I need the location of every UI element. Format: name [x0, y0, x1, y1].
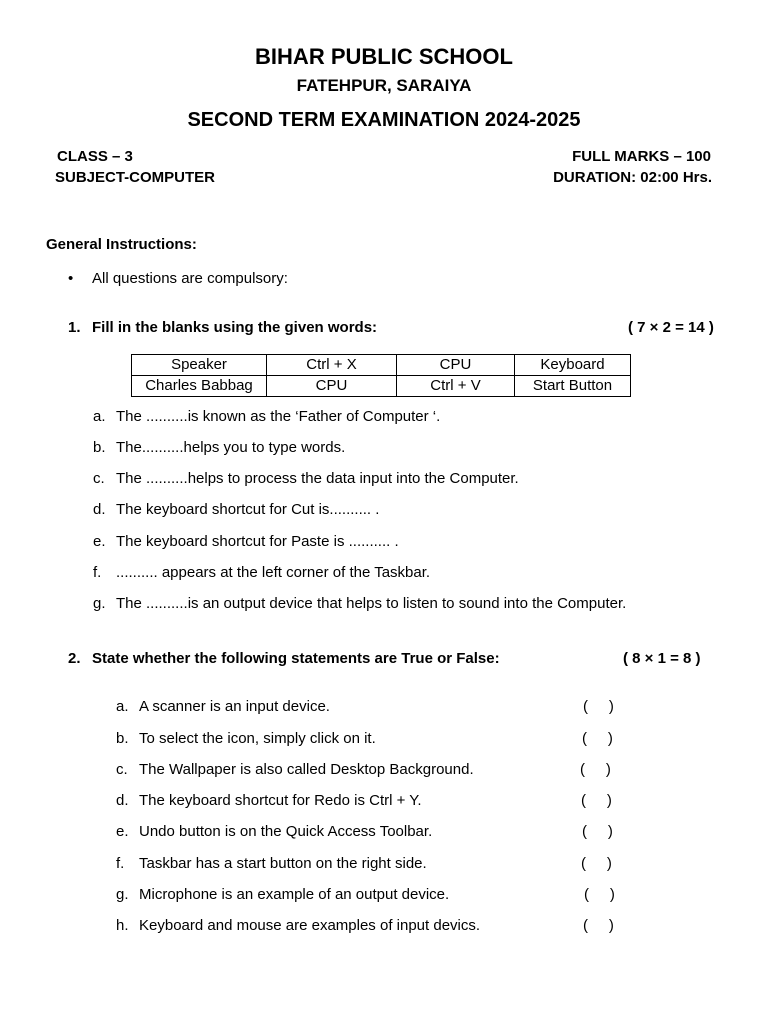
word-bank-cell: CPU — [397, 355, 515, 376]
question-2-text: State whether the following statements are True or False: — [92, 650, 500, 667]
q1-item-text: .......... appears at the left corner of the Taskbar. — [116, 564, 431, 581]
q2-item-text: Taskbar has a start button on the right side. — [139, 855, 427, 872]
answer-blank: ( ) — [581, 792, 612, 809]
word-bank-row — [132, 355, 631, 376]
question-1-marks: ( 7 × 2 = 14 ) — [628, 319, 714, 336]
word-bank-cell: Ctrl + X — [267, 355, 397, 376]
q2-item-text: Undo button is on the Quick Access Toolbar. — [139, 823, 433, 840]
q2-item-letter: c. — [116, 761, 128, 778]
school-place: FATEHPUR, SARAIYA — [296, 76, 472, 95]
q2-item-text: To select the icon, simply click on it. — [139, 730, 376, 747]
q1-item-text: The ..........helps to process the data input into the Computer. — [116, 470, 519, 487]
q1-item-letter: b. — [93, 439, 106, 456]
q2-item-letter: e. — [116, 823, 129, 840]
word-bank-row — [132, 376, 631, 397]
subject-label: SUBJECT-COMPUTER — [55, 169, 216, 186]
q2-item-letter: a. — [116, 698, 129, 715]
q2-item-text: The keyboard shortcut for Redo is Ctrl + Y. — [139, 792, 422, 809]
q2-item-text: Keyboard and mouse are examples of input devics. — [139, 917, 481, 934]
question-1-number: 1. — [68, 319, 81, 336]
general-instructions-heading: General Instructions: — [46, 236, 197, 253]
question-2-marks: ( 8 × 1 = 8 ) — [623, 650, 701, 667]
duration: DURATION: 02:00 Hrs. — [553, 169, 712, 186]
word-bank-cell: CPU — [267, 376, 397, 397]
q2-item-text: Microphone is an example of an output device. — [139, 886, 450, 903]
q1-item-text: The ..........is known as the ‘Father of Computer ‘. — [116, 408, 441, 425]
q2-item-letter: h. — [116, 917, 129, 934]
instruction-item: All questions are compulsory: — [92, 270, 288, 287]
answer-blank: ( ) — [582, 730, 613, 747]
q2-item-text: The Wallpaper is also called Desktop Background. — [139, 761, 474, 778]
answer-blank: ( ) — [580, 761, 611, 778]
q1-item-letter: g. — [93, 595, 106, 612]
q1-item-letter: a. — [93, 408, 106, 425]
question-2-number: 2. — [68, 650, 81, 667]
class-label: CLASS – 3 — [57, 148, 133, 165]
q2-item-letter: b. — [116, 730, 129, 747]
answer-blank: ( ) — [583, 917, 614, 934]
full-marks: FULL MARKS – 100 — [572, 148, 711, 165]
q1-item-letter: c. — [93, 470, 105, 487]
q1-item-text: The..........helps you to type words. — [116, 439, 346, 456]
answer-blank: ( ) — [584, 886, 615, 903]
question-1-text: Fill in the blanks using the given words: — [92, 319, 378, 336]
answer-blank: ( ) — [583, 698, 614, 715]
answer-blank: ( ) — [582, 823, 613, 840]
word-bank-cell: Start Button — [515, 376, 631, 397]
word-bank-cell: Charles Babbag — [132, 376, 267, 397]
q1-item-letter: f. — [93, 564, 102, 581]
q2-item-letter: d. — [116, 792, 129, 809]
word-bank-table — [131, 354, 631, 397]
q2-item-text: A scanner is an input device. — [139, 698, 330, 715]
q1-item-letter: e. — [93, 533, 106, 550]
answer-blank: ( ) — [581, 855, 612, 872]
q2-item-letter: g. — [116, 886, 129, 903]
q1-item-letter: d. — [93, 501, 106, 518]
exam-title: SECOND TERM EXAMINATION 2024-2025 — [187, 109, 581, 131]
word-bank-cell: Speaker — [132, 355, 267, 376]
word-bank-cell: Ctrl + V — [397, 376, 515, 397]
school-name: BIHAR PUBLIC SCHOOL — [255, 44, 513, 69]
bullet-icon: • — [68, 270, 74, 287]
q2-item-letter: f. — [116, 855, 125, 872]
q1-item-text: The keyboard shortcut for Cut is.......... . — [116, 501, 380, 518]
q1-item-text: The ..........is an output device that helps to listen to sound into the Computer. — [116, 595, 627, 612]
q1-item-text: The keyboard shortcut for Paste is .......... . — [116, 533, 399, 550]
word-bank-cell: Keyboard — [515, 355, 631, 376]
